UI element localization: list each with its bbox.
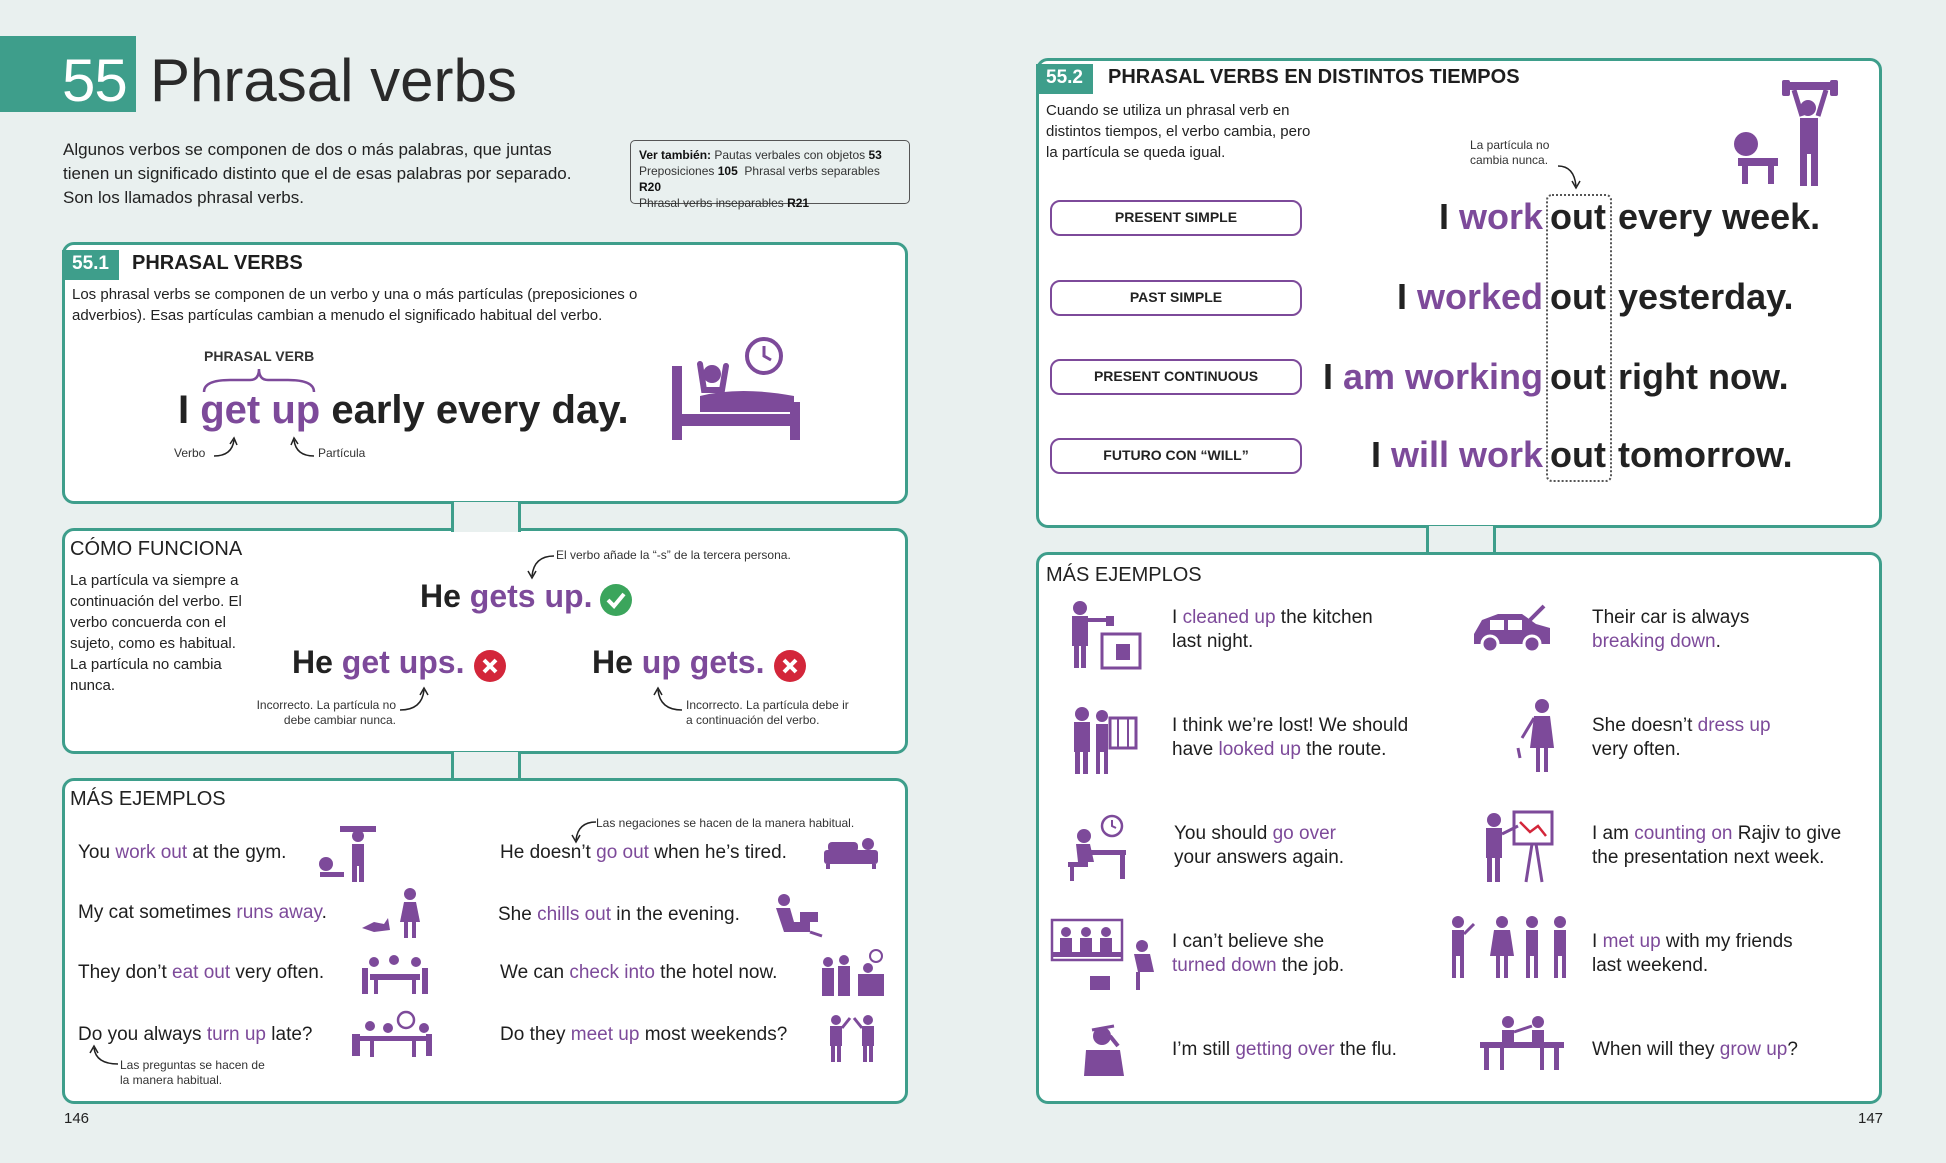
note-questions: Las preguntas se hacen de la manera habitual. [120, 1058, 265, 1087]
wrong-sentence-1: He get ups. [292, 644, 465, 680]
heading-mas-ejemplos-right: MÁS EJEMPLOS [1046, 564, 1202, 586]
section-desc-55-2: Cuando se utiliza un phrasal verb en distintos tiempos, el verbo cambia, pero la partícula se queda igual. [1046, 102, 1311, 161]
intro-text: Algunos verbos se componen de dos o más palabras, que juntas tienen un significado distinto que el de esas palabras por separado. Son los llamados phrasal verbs. [63, 140, 572, 207]
bed-icon [670, 334, 806, 442]
section-heading-55-1: PHRASAL VERBS [132, 252, 303, 274]
example-right-6: Their car is always breaking down. [1592, 607, 1750, 652]
example-left-2: My cat sometimes runs away. [78, 902, 327, 923]
tense-particle-3: out [1550, 356, 1606, 397]
desc-como-funciona: La partícula va siempre a continuación del verbo. El verbo concuerda con el sujeto, como es habitual. La partícula no cambia nunca. [70, 572, 242, 694]
brace-label: PHRASAL VERB [204, 348, 315, 364]
tense-sentence-4-right: tomorrow. [1618, 434, 1793, 475]
example-left-3: They don’t eat out very often. [78, 962, 325, 983]
lost-map-icon [1066, 706, 1138, 776]
example-right-9: I met up with my friends last weekend. [1592, 931, 1793, 976]
arrow-verbo [210, 436, 240, 460]
example-right-10: When will they grow up? [1592, 1039, 1798, 1060]
section-tag-55-2: 55.2 [1036, 64, 1093, 94]
arrow-particula [288, 436, 318, 460]
section-desc-55-1: Los phrasal verbs se componen de un verbo y una o más partículas (preposiciones o adverbios). Esas partículas cambian a menudo el significado habitual del verbo. [72, 286, 638, 324]
weightlifter-icon [1732, 80, 1848, 190]
tense-sentence-4-left: I will work [1370, 434, 1543, 475]
arrow-note-particle [1554, 162, 1584, 192]
hotel-checkin-icon [818, 948, 886, 998]
tense-future-will: FUTURO CON “WILL” [1050, 438, 1302, 474]
example-right-5: I’m still getting over the flu. [1172, 1039, 1397, 1060]
example-right-3: You should go over your answers again. [1174, 823, 1345, 868]
presentation-icon [1480, 808, 1554, 886]
example-right-7: She doesn’t dress up very often. [1592, 715, 1771, 760]
sofa-sleep-icon [822, 836, 880, 870]
section-tag-55-1: 55.1 [62, 250, 119, 280]
broken-car-icon [1468, 600, 1554, 656]
label-particula: Partícula [318, 446, 366, 460]
relax-chair-icon [770, 892, 824, 938]
page-number-left: 146 [64, 1110, 90, 1127]
note-wrong-2: Incorrecto. La partícula debe ir a continuación del verbo. [686, 698, 849, 727]
cat-running-icon [360, 888, 424, 940]
arrow-wrong-2 [652, 686, 686, 716]
tense-past-simple: PAST SIMPLE [1050, 280, 1302, 316]
friends-meeting-icon [1446, 912, 1576, 980]
two-people-icon [826, 1014, 878, 1064]
example-left-7: We can check into the hotel now. [500, 962, 778, 983]
example-left-1: You work out at the gym. [78, 842, 287, 863]
job-interview-icon [1050, 918, 1164, 992]
example-left-5: He doesn’t go out when he’s tired. [500, 842, 787, 863]
example-right-2: I think we’re lost! We should have looked up the route. [1172, 715, 1409, 760]
dressed-woman-icon [1516, 698, 1566, 778]
page-number-right: 147 [1858, 1110, 1884, 1127]
see-also-box: Ver también: Pautas verbales con objetos 53 Preposiciones 105 Phrasal verbs separables R20 Phrasal verbs inseparables R21 [630, 140, 910, 204]
kids-table-icon [1476, 1012, 1568, 1072]
cross-icon-1 [474, 650, 506, 682]
correct-sentence: He gets up. [420, 578, 593, 614]
heading-como-funciona: CÓMO FUNCIONA [70, 538, 243, 560]
example-left-4: Do you always turn up late? [78, 1024, 313, 1045]
cleaning-icon [1066, 600, 1142, 670]
tense-sentence-3-left: I am working [1322, 356, 1543, 397]
example-sentence-main: I get up early every day. [178, 388, 629, 432]
tense-sentence-3-right: right now. [1618, 356, 1789, 397]
label-verbo: Verbo [174, 446, 206, 460]
arrow-note-q [88, 1044, 122, 1070]
heading-mas-ejemplos-left: MÁS EJEMPLOS [70, 788, 226, 810]
chapter-number: 55 [62, 47, 127, 114]
tense-particle-4: out [1550, 434, 1606, 475]
cross-icon-2 [774, 650, 806, 682]
tense-particle-2: out [1550, 276, 1606, 317]
note-wrong-1: Incorrecto. La partícula no debe cambiar nunca. [256, 698, 396, 727]
section-heading-55-2: PHRASAL VERBS EN DISTINTOS TIEMPOS [1108, 66, 1520, 88]
example-right-4: I can’t believe she turned down the job. [1172, 931, 1345, 976]
tense-particle-1: out [1550, 196, 1606, 237]
example-right-8: I am counting on Rajiv to give the presentation next week. [1592, 823, 1842, 868]
connector-1-mask [451, 502, 521, 532]
tense-present-simple: PRESENT SIMPLE [1050, 200, 1302, 236]
late-meeting-icon [350, 1010, 434, 1060]
study-desk-icon [1064, 814, 1130, 882]
tense-sentence-2-right: yesterday. [1618, 276, 1794, 317]
tense-sentence-2-left: I worked [1396, 276, 1543, 317]
tense-sentence-1-left: I work [1438, 196, 1543, 237]
example-right-1: I cleaned up the kitchen last night. [1172, 607, 1373, 652]
note-particle: La partícula no cambia nunca. [1470, 138, 1550, 167]
page-title: Phrasal verbs [150, 47, 517, 114]
workout-icon [316, 824, 376, 884]
tense-present-continuous: PRESENT CONTINUOUS [1050, 359, 1302, 395]
example-left-8: Do they meet up most weekends? [500, 1024, 788, 1045]
arrow-wrong-1 [396, 686, 430, 716]
restaurant-icon [360, 954, 430, 996]
note-negations: Las negaciones se hacen de la manera habitual. [596, 816, 855, 830]
arrow-note-neg [570, 818, 598, 844]
sick-person-icon [1080, 1022, 1132, 1078]
note-third-person: El verbo añade la “-s” de la tercera persona. [556, 548, 791, 562]
example-left-6: She chills out in the evening. [498, 904, 740, 925]
check-icon [600, 584, 632, 616]
tense-sentence-1-right: every week. [1618, 196, 1821, 237]
wrong-sentence-2: He up gets. [592, 644, 765, 680]
